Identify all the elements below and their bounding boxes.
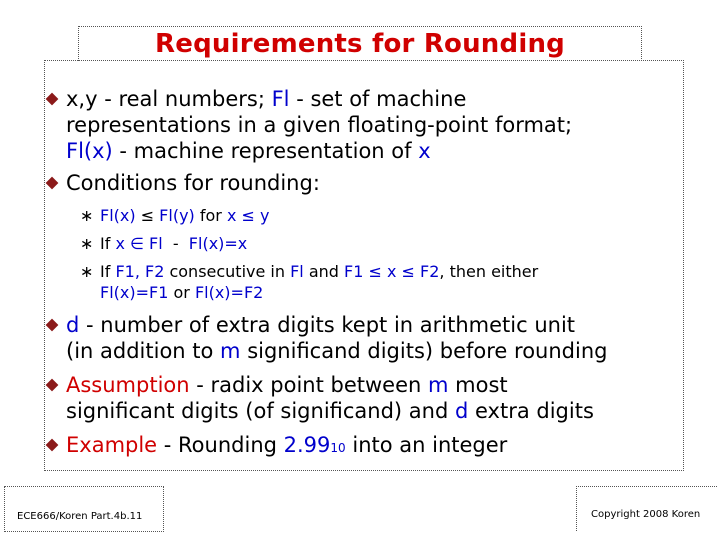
asterisk-bullet-icon: ∗ bbox=[80, 206, 94, 225]
asterisk-bullet-icon: ∗ bbox=[80, 234, 94, 253]
bullet-3-line-2: (in addition to m significand digits) before rounding bbox=[66, 339, 608, 363]
slide-title: Requirements for Rounding bbox=[155, 29, 565, 59]
bullet-1-line-3: Fl(x) - machine representation of x bbox=[66, 139, 431, 163]
footer-copyright: Copyright 2008 Koren bbox=[591, 509, 701, 520]
subbullet-3-line-2: Fl(x)=F1 or Fl(x)=F2 bbox=[100, 283, 264, 302]
footer-right-frame bbox=[576, 486, 717, 531]
bullet-1-line-2: representations in a given floating-point format; bbox=[66, 113, 573, 137]
title-frame bbox=[78, 26, 642, 61]
footer-left-frame bbox=[4, 486, 164, 532]
asterisk-bullet-icon: ∗ bbox=[80, 262, 94, 281]
footer-course-label: ECE666/Koren Part.4b.11 bbox=[17, 511, 143, 522]
bullet-4-line-2: significant digits (of significand) and d extra digits bbox=[66, 399, 594, 423]
